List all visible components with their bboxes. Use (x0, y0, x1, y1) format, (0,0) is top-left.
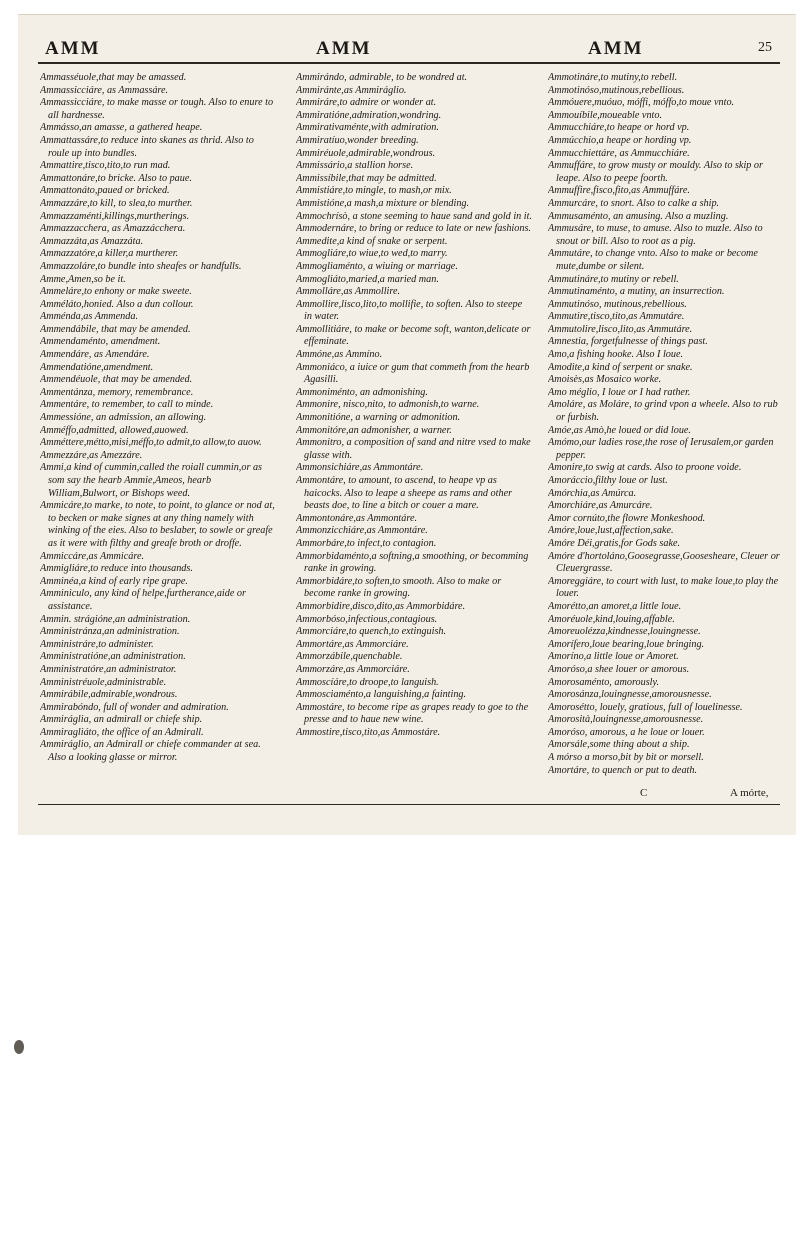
dictionary-entry: Ammazzáta,as Amazzáta. (40, 235, 144, 247)
dictionary-entry: Ammirabóndo, full of wonder and admiration. (40, 701, 229, 713)
dictionary-entry: Amméláto,honied. Also a dun collour. (40, 298, 194, 310)
dictionary-entry: Amoreuolézza,kindnesse,louingnesse. (548, 626, 701, 638)
page-number: 25 (758, 40, 772, 55)
dictionary-entry: Ammusaménto, an amusing. Also a muzling. (548, 210, 729, 222)
dictionary-entry: Amóre,loue,lust,affection,sake. (548, 525, 674, 537)
dictionary-entry: Ammuffire,fisco,fito,as Ammuffáre. (548, 185, 690, 197)
dictionary-entry: Ammutináre,to mutiny or rebell. (548, 273, 679, 285)
dictionary-entry: Amorosétto, louely, gratious, full of louelinesse. (548, 701, 743, 713)
dictionary-entry: Ammoscíáre,to droope,to languish. (296, 676, 439, 688)
dictionary-entry: Ammonsichiáre,as Ammontáre. (296, 462, 424, 474)
dictionary-entry: Ammogliáre,to wiue,to wed,to marry. (296, 248, 448, 260)
dictionary-entry: Ammendábile, that may be amended. (40, 323, 191, 335)
dictionary-entry: Ammentánza, memory, remembrance. (40, 386, 194, 398)
dictionary-entry: Amorétto,an amoret,a little loue. (548, 600, 682, 612)
dictionary-entry: Ammásso,an amasse, a gathered heape. (40, 122, 203, 134)
dictionary-entry: Ammurcáre, to snort. Also to calke a ship. (548, 197, 720, 209)
dictionary-entry: Amoróso, amorous, a he loue or louer. (548, 726, 705, 738)
dictionary-entry: Ammigliáre,to reduce into thousands. (40, 563, 193, 575)
dictionary-entry: Amméffo,admitted, allowed,auowed. (40, 424, 189, 436)
dictionary-entry: Ammiragliáto, the office of an Admirall. (40, 726, 204, 738)
dictionary-entry: Ammendáre, as Amendáre. (40, 349, 150, 361)
dictionary-entry: Ammonitióne, a warning or admonition. (296, 412, 461, 424)
dictionary-entry: Amoróso,a shee louer or amorous. (548, 663, 690, 675)
dictionary-entry: Ammorbidaménto,a softning,a smoothing, or becomming ranke in growing. (296, 550, 529, 575)
dictionary-entry: Ammiratióne,admiration,wondring. (296, 109, 442, 121)
dictionary-entry: Ammirativaménte,with admiration. (296, 122, 439, 134)
dictionary-entry: Ammiratíuo,wonder breeding. (296, 134, 419, 146)
dictionary-entry: Amorífero,loue bearing,loue bringing. (548, 638, 705, 650)
dictionary-entry: Ammirándo, admirable, to be wondred at. (296, 72, 468, 83)
dictionary-entry: Amménda,as Ammenda. (40, 311, 138, 323)
dictionary-entry: Amoisès,as Mosaico worke. (548, 374, 662, 386)
dictionary-entry: Amóre Déi,gratis,for Gods sake. (548, 537, 681, 549)
dictionary-entry: Ammendéuole, that may be amended. (40, 374, 193, 386)
dictionary-entry: Amorchiáre,as Amurcáre. (548, 500, 653, 512)
catchword: A mórte, (730, 787, 769, 799)
dictionary-entry: Amorosánza,louingnesse,amorousnesse. (548, 689, 712, 701)
dictionary-entry: Ammazzatóre,a killer,a murtherer. (40, 248, 179, 260)
running-head-right: AMM (588, 38, 644, 59)
dictionary-entry: Ammutinaménto, a mutiny, an insurrection. (548, 286, 725, 298)
dictionary-entry: Amorsále,some thing about a ship. (548, 739, 690, 751)
dictionary-entry: Amóe,as Amò,he loued or did loue. (548, 424, 691, 436)
dictionary-entry: Ammotinóso,mutinous,rebellious. (548, 84, 685, 96)
dictionary-entry: Ammattonáre,to bricke. Also to paue. (40, 172, 192, 184)
dictionary-entry: Amo,a fishing hooke. Also I loue. (548, 349, 684, 361)
dictionary-entry: Ammassicciáre, to make masse or tough. Also to enure to all hardnesse. (40, 97, 274, 121)
dictionary-entry: Ammicáre,to marke, to note, to point, to glance or nod at, to becken or make signes at any thing namely with winking of the eies. Also to beslaber, to sowle or greafe as it were with filthy and greafe broth or droffe. (40, 500, 275, 549)
dictionary-entry: Ammazzaménti,killings,murtherings. (40, 210, 190, 222)
dictionary-entry: Ammucchiáre,to heape or hord vp. (548, 122, 690, 134)
dictionary-entry: Ammonire, nisco,nito, to admonish,to warne. (296, 399, 480, 411)
column-right (548, 72, 784, 822)
dictionary-entry: Amministráre,to administer. (40, 638, 154, 650)
dictionary-entry: Ammistiáre,to mingle, to mash,or mix. (296, 185, 452, 197)
dictionary-entry: Amministratióne,an administration. (40, 651, 186, 663)
dictionary-entry: Ammiráglia, an admirall or chiefe ship. (40, 714, 203, 726)
dictionary-entry: Amminiculo, any kind of helpe,furtherance,aide or assistance. (40, 588, 246, 612)
dictionary-entry: Ammi,a kind of cummin,called the roiall cummin,or as som say the hearb Ammie,Ameos, hearb William,Bulwort, or Bishops weed. (40, 462, 263, 499)
dictionary-entry: Ammutáre, to change vnto. Also to make or become mute,dumbe or silent. (548, 248, 758, 272)
footer-rule (38, 804, 780, 805)
dictionary-entry: Amo méglio, I loue or I had rather. (548, 386, 691, 398)
dictionary-entry: A mórso a morso,bit by bit or morsell. (548, 752, 704, 764)
dictionary-entry: Amorosità,louingnesse,amorousnesse. (548, 714, 704, 726)
dictionary-entry: Ammochrísò, a stone seeming to haue sand and gold in it. (296, 210, 532, 222)
dictionary-entry: Ammotináre,to mutiny,to rebell. (548, 72, 678, 83)
dictionary-entry: Ammogliaménto, a wiuing or marriage. (296, 260, 458, 272)
dictionary-entry: Ammostire,tisco,tito,as Ammostáre. (296, 726, 441, 738)
dictionary-entry: Ammistióne,a mash,a mixture or blending. (296, 197, 470, 209)
dictionary-entry: Ammentáre, to remember, to call to minde. (40, 399, 214, 411)
dictionary-entry: Ammoniménto, an admonishing. (296, 386, 428, 398)
dictionary-entry: Amodite,a kind of serpent or snake. (548, 361, 693, 373)
dictionary-entry: Ammazzáre,to kill, to slea,to murther. (40, 197, 193, 209)
dictionary-entry: Amoréuole,kind,louing,affable. (548, 613, 675, 625)
column-left (40, 72, 276, 822)
dictionary-entry: Ammorbáre,to infect,to contagion. (296, 537, 437, 549)
running-head-left: AMM (45, 38, 101, 59)
dictionary-entry: Ammollire,lisco,lito,to mollifie, to soften. Also to steepe in water. (296, 298, 523, 323)
dictionary-entry: Ammorbidire,disco,dito,as Ammorbidáre. (296, 600, 466, 612)
dictionary-entry: Amministréuole,administrable. (40, 676, 167, 688)
dictionary-entry: Ammorzábile,quenchable. (296, 651, 403, 663)
dictionary-entry: Amministránza,an administration. (40, 626, 180, 638)
dictionary-entry: Amor cornúto,the flowre Monkeshood. (548, 512, 706, 524)
dictionary-entry: Ammazzoláre,to bundle into sheafes or handfulls. (40, 260, 242, 272)
dictionary-entry: Amministratóre,an administrator. (40, 663, 177, 675)
dictionary-entry: Ammuffáre, to grow musty or mouldy. Also to skip or leape. Also to peepe foorth. (548, 160, 763, 184)
dictionary-entry: Ammodernáre, to bring or reduce to late or new fashions. (296, 223, 531, 235)
dictionary-entry: Ammontonáre,as Ammontáre. (296, 512, 418, 524)
dictionary-entry: Ammorzáre,as Ammorciáre. (296, 663, 410, 675)
header-rule (38, 62, 780, 64)
dictionary-entry: Amoráccio,filthy loue or lust. (548, 475, 668, 486)
dictionary-entry: Ammattonáto,paued or bricked. (40, 185, 170, 197)
dictionary-entry: Amnestia, forgetfulnesse of things past. (548, 336, 708, 348)
dictionary-entry: Amóre d'hortoláno,Goosegrasse,Goosesheare, Cleuer or Cleuergrasse. (548, 550, 780, 575)
dictionary-entry: Ammassicciáre, as Ammassáre. (40, 84, 169, 96)
dictionary-entry: Ammendatióne,amendment. (40, 361, 154, 373)
dictionary-entry: Ammattire,tisco,tito,to run mad. (40, 160, 171, 172)
dictionary-entry: Ammissário,a stallion horse. (296, 160, 414, 172)
dictionary-entry: Amórchia,as Amúrca. (548, 487, 637, 499)
dictionary-entry: Ammorciáre,to quench,to extinguish. (296, 626, 447, 638)
dictionary-entry: Amméttere,métto,misi,méffo,to admit,to allow,to auow. (40, 437, 262, 449)
dictionary-entry: Amoreggiáre, to court with lust, to make loue,to play the louer. (548, 575, 779, 600)
dictionary-entry: Ammolláre,as Ammollire. (296, 286, 401, 298)
dictionary-entry: Ammontáre, to amount, to ascend, to heape vp as haicocks. Also to leape a sheepe as rams and other beasts doe, to line a bitch or couer a mare. (296, 475, 513, 512)
dictionary-entry: Ammutolire,lisco,lito,as Ammutáre. (548, 323, 693, 335)
dictionary-entry: Ammessióne, an admission, an allowing. (40, 412, 207, 424)
dictionary-entry: Ammóuere,muóuo, móffi, móffo,to moue vnto. (548, 97, 735, 109)
dictionary-entry: Amortáre, to quench or put to death. (548, 764, 698, 776)
dictionary-entry: Ammouíbile,moueable vnto. (548, 109, 663, 121)
dictionary-entry: Ammissíbile,that may be admitted. (296, 172, 437, 184)
dictionary-entry: Ammosciaménto,a languishing,a fainting. (296, 689, 467, 701)
dictionary-entry: Ammasséuole,that may be amassed. (40, 72, 187, 83)
dictionary-entry: Ammiráre,to admire or wonder at. (296, 97, 437, 109)
dictionary-entry: Ammedite,a kind of snake or serpent. (296, 235, 448, 247)
dictionary-entry: Ammollitiáre, to make or become soft, wanton,delicate or effeminate. (296, 323, 531, 348)
dictionary-entry: Ammortáre,as Ammorciáre. (296, 638, 409, 650)
dictionary-entry: Ammoniáco, a iuice or gum that commeth from the hearb Agasilli. (296, 361, 530, 386)
dictionary-entry: Amoláre, as Moláre, to grind vpon a wheele. Also to rub or furbish. (548, 399, 778, 424)
running-head-center: AMM (316, 38, 372, 59)
dictionary-entry: Ammezzáre,as Amezzáre. (40, 449, 143, 461)
dictionary-entry: Ammirábile,admirable,wondrous. (40, 689, 178, 701)
dictionary-entry: Ammóne,as Ammíno. (296, 349, 383, 361)
dictionary-entry: Ammutire,tisco,tito,as Ammutáre. (548, 311, 685, 323)
dictionary-entry: Amómo,our ladies rose,the rose of Ierusalem,or garden pepper. (548, 437, 774, 461)
dictionary-entry: Ammogliáto,maried,a maried man. (296, 273, 439, 285)
dictionary-entry: Amoríno,a little loue or Amoret. (548, 651, 679, 663)
dictionary-entry: Ammin. strágióne,an administration. (40, 613, 191, 625)
dictionary-entry: Ammiráglio, an Admirall or chiefe commander at sea. Also a looking glasse or mirror. (40, 739, 261, 764)
dictionary-entry: Ammusáre, to muse, to amuse. Also to muzle. Also to snout or bill. Also to root as a pig. (548, 223, 763, 247)
dictionary-entry: Ammonzicchiáre,as Ammontáre. (296, 525, 428, 537)
dictionary-entry: Ammutinóso, mutinous,rebellious. (548, 298, 687, 310)
ink-blot (14, 1040, 24, 1054)
dictionary-entry: Ammattassáre,to reduce into skanes as thrid. Also to roule up into bundles. (40, 134, 254, 159)
dictionary-entry: Ammonitro, a composition of sand and nitre vsed to make glasse with. (296, 437, 531, 461)
dictionary-entry: Ammiréuole,admirable,wondrous. (296, 147, 436, 159)
dictionary-entry: Amonire,to swig at cards. Also to proone voide. (548, 462, 742, 474)
dictionary-entry: Ammostáre, to become ripe as grapes ready to goe to the presse and to haue new wine. (296, 701, 529, 726)
dictionary-entry: Amorosaménto, amorously. (548, 676, 660, 688)
dictionary-entry: Ammonitóre,an admonisher, a warner. (296, 424, 452, 436)
dictionary-entry: Amme,Amen,so be it. (40, 273, 126, 285)
dictionary-entry: Ammazzacchera, as Amazzácchera. (40, 223, 186, 235)
signature-mark: C (640, 787, 648, 799)
dictionary-entry: Ammeláre,to enhony or make sweete. (40, 286, 192, 298)
dictionary-entry: Ammorbidáre,to soften,to smooth. Also to make or become ranke in growing. (296, 575, 502, 600)
dictionary-entry: Ammiccáre,as Ammicáre. (40, 550, 145, 562)
dictionary-entry: Ammendaménto, amendment. (40, 336, 161, 348)
running-header (40, 38, 780, 60)
dictionary-entry: Ammucchiettáre, as Ammucchiáre. (548, 147, 690, 159)
dictionary-entry: Amminéa,a kind of early ripe grape. (40, 575, 188, 587)
dictionary-entry: Ammiránte,as Ammiráglio. (296, 84, 407, 96)
dictionary-entry: Ammúcchio,a heape or hording vp. (548, 134, 692, 146)
column-middle (296, 72, 532, 822)
dictionary-entry: Ammorbóso,infectious,contagious. (296, 613, 438, 625)
